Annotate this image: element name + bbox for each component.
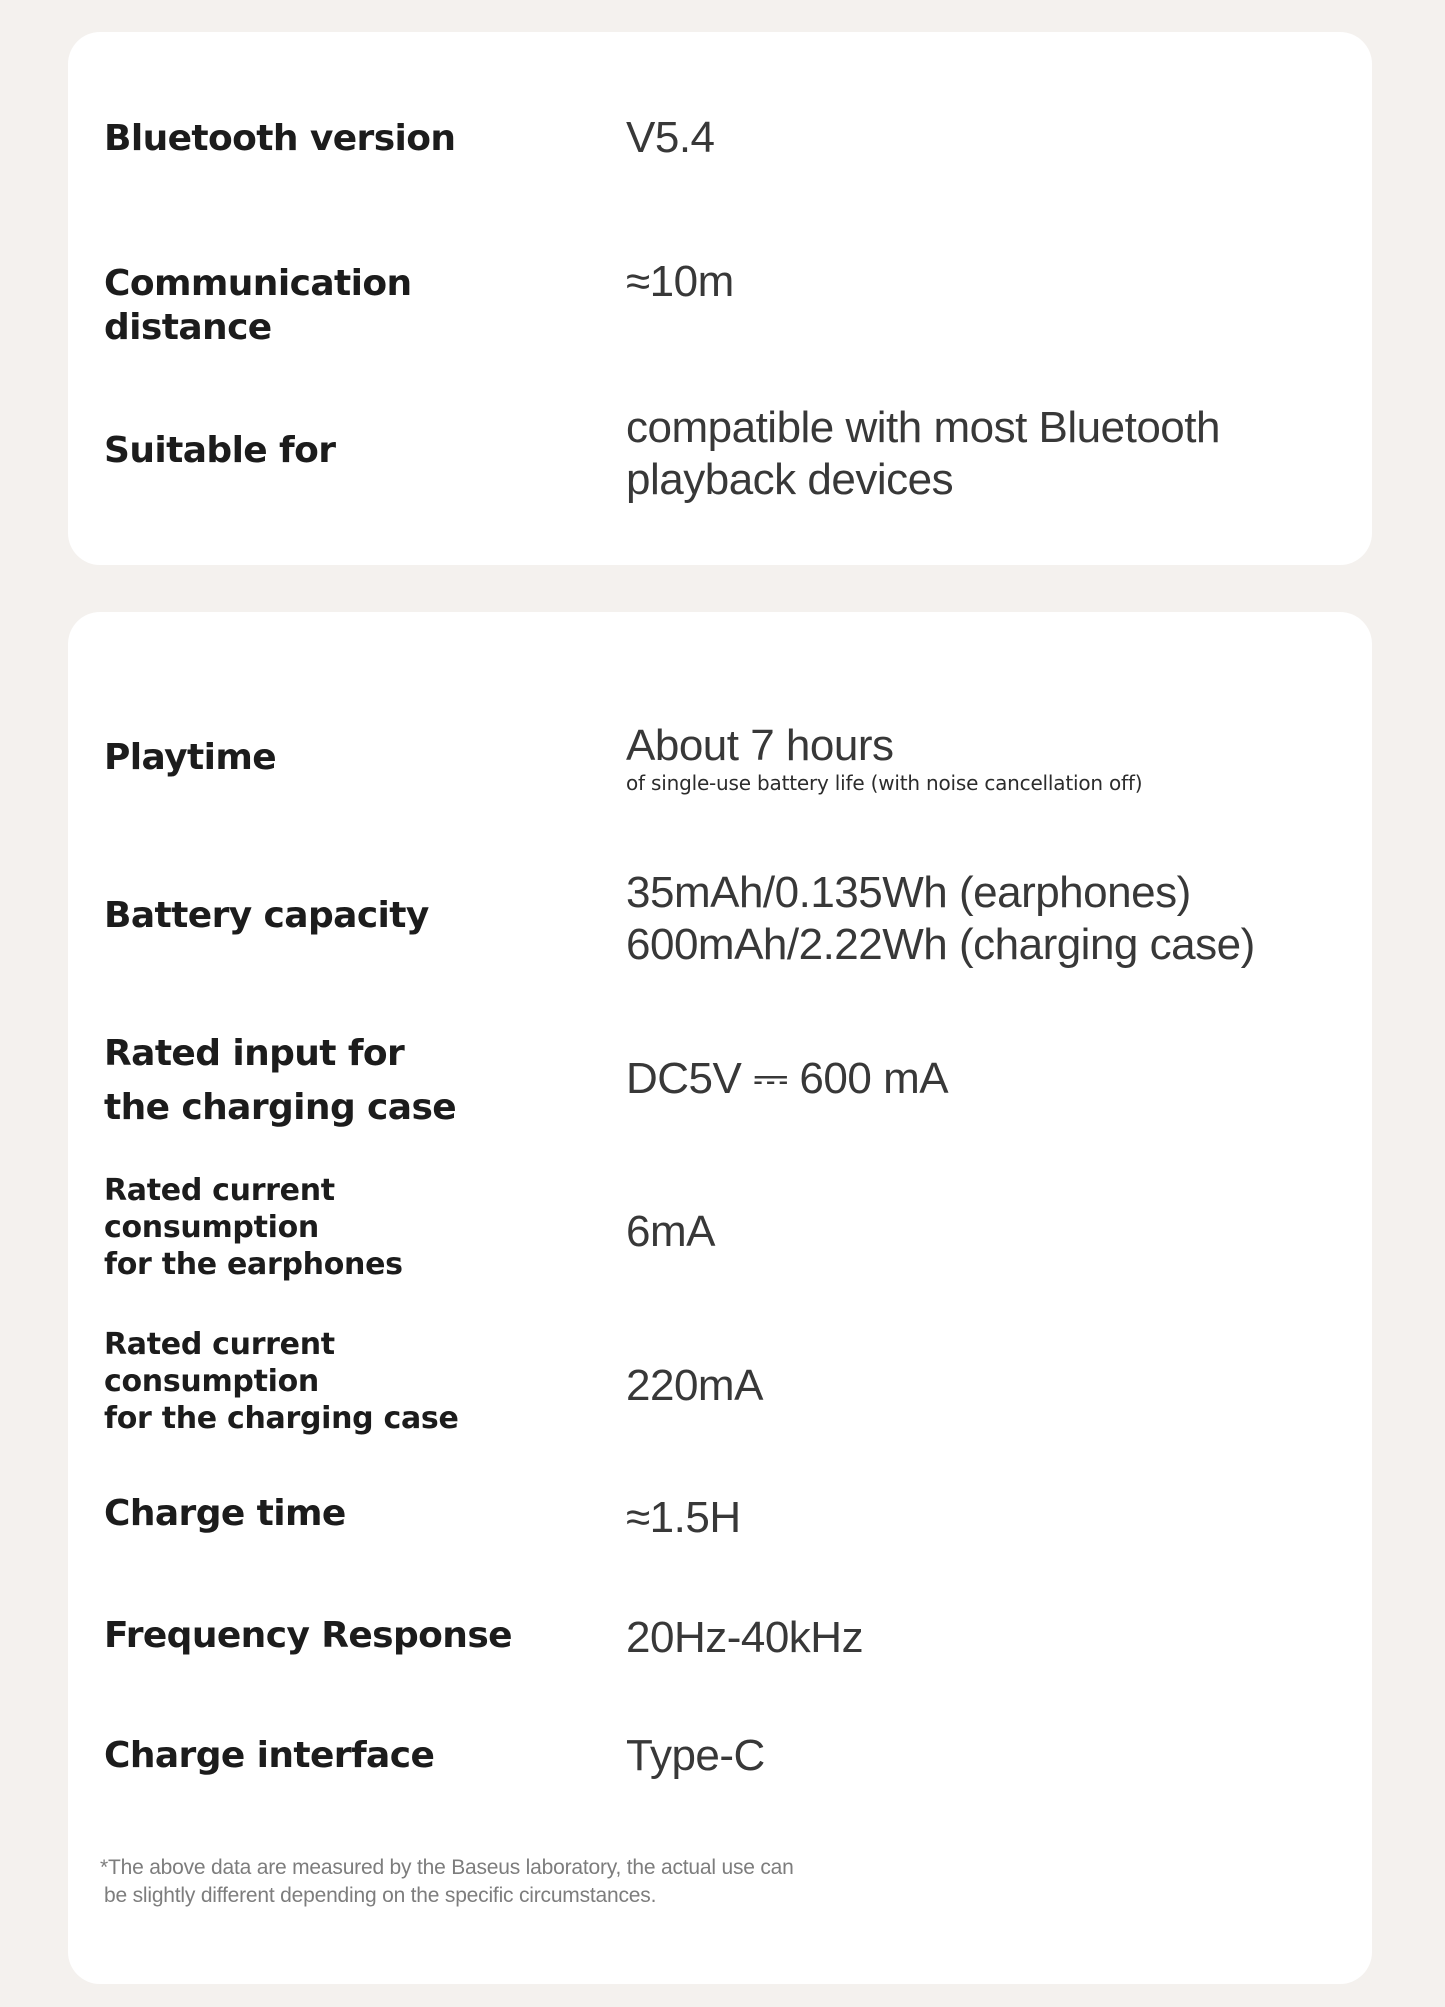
spec-row-battery-capacity — [68, 867, 1372, 977]
spec-row-frequency-response — [68, 1614, 1372, 1664]
spec-label: Playtime — [104, 737, 277, 778]
spec-label: Bluetooth version — [104, 118, 456, 159]
spec-row-rated-input-charging-case — [68, 1027, 1372, 1137]
spec-value-note: of single-use battery life (with noise cancellation off) — [626, 771, 1143, 795]
spec-row-current-consumption-case — [68, 1326, 1372, 1441]
spec-value: compatible with most Bluetooth playback devices — [626, 403, 1220, 504]
spec-label: Rated input for the charging case — [104, 1033, 457, 1128]
spec-value: About 7 hours of single-use battery life (with noise cancellation off) — [626, 720, 1356, 796]
spec-value: 6mA — [626, 1207, 715, 1256]
spec-value: ≈10m — [626, 257, 734, 306]
spec-value: V5.4 — [626, 113, 715, 162]
power-spec-card — [68, 612, 1372, 1984]
spec-value: 20Hz-40kHz — [626, 1613, 864, 1662]
spec-label: Rated current consumption for the charging case — [104, 1327, 459, 1436]
spec-label: Rated current consumption for the earphones — [104, 1173, 403, 1282]
disclaimer-footnote: *The above data are measured by the Baseus laboratory, the actual use can be slightly different depending on the specific circumstances. — [100, 1856, 794, 1907]
spec-label: Frequency Response — [104, 1615, 512, 1656]
spec-row-current-consumption-earphones — [68, 1172, 1372, 1287]
spec-value: 220mA — [626, 1361, 763, 1410]
spec-row-charge-time — [68, 1492, 1372, 1542]
connectivity-spec-card — [68, 32, 1372, 565]
spec-row-bluetooth-version — [68, 114, 1372, 164]
spec-label: Suitable for — [104, 430, 336, 471]
spec-label: Battery capacity — [104, 895, 429, 936]
spec-value: Type-C — [626, 1731, 765, 1780]
spec-row-playtime — [68, 720, 1372, 810]
spec-label: Charge interface — [104, 1735, 435, 1776]
spec-value: ≈1.5H — [626, 1493, 741, 1542]
spec-row-suitable-for — [68, 402, 1372, 512]
spec-value: DC5V ⎓ 600 mA — [626, 1054, 949, 1103]
spec-label: Charge time — [104, 1493, 346, 1534]
spec-value: 35mAh/0.135Wh (earphones) 600mAh/2.22Wh (charging case) — [626, 868, 1255, 969]
spec-label: Communication distance — [104, 263, 412, 348]
spec-row-communication-distance — [68, 257, 1372, 352]
spec-row-charge-interface — [68, 1731, 1372, 1784]
